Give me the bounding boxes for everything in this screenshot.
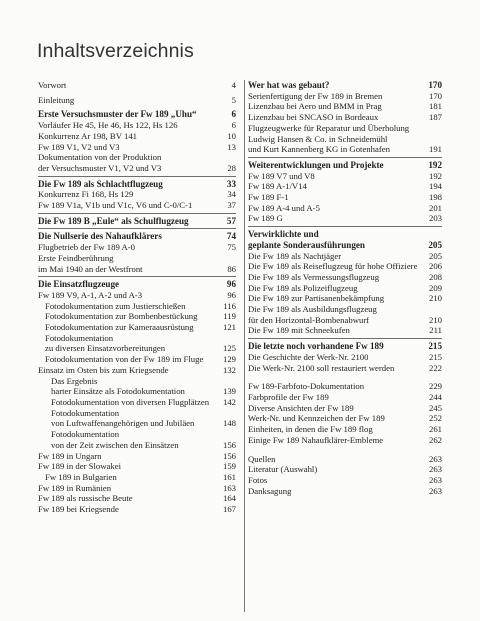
toc-entry[interactable] xyxy=(248,181,442,192)
spacer xyxy=(248,446,442,454)
toc-entry-title: Dokumentation von der Produktion xyxy=(38,152,162,163)
toc-page-number: 34 xyxy=(227,189,236,200)
toc-entry-title: Erste Versuchsmuster der Fw 189 „Uhu“ xyxy=(38,109,197,120)
toc-page-number: 210 xyxy=(428,314,442,325)
toc-page-number: 6 xyxy=(231,109,236,120)
toc-page-number: 164 xyxy=(222,493,236,504)
toc-page-number: 205 xyxy=(428,239,442,250)
toc-entry-title: Fw 189 V9, A-1, A-2 und A-3 xyxy=(38,289,143,300)
toc-entry-title: Vorläufer He 45, He 46, Hs 122, Hs 126 xyxy=(38,120,178,131)
toc-page-number: 229 xyxy=(428,381,442,392)
toc-entry-title: von Luftwaffenangehörigen und Jubiläen xyxy=(51,418,195,429)
toc-page-number: 28 xyxy=(227,162,236,173)
toc-page-number: 244 xyxy=(428,391,442,402)
toc-entry-title: im Mai 1940 an der Westfront xyxy=(38,263,143,274)
toc-page-number: 187 xyxy=(428,112,442,123)
toc-page-number: 4 xyxy=(231,80,236,90)
toc-heading[interactable] xyxy=(248,160,442,171)
toc-entry[interactable] xyxy=(248,315,442,326)
toc-entry[interactable] xyxy=(38,131,236,142)
toc-heading[interactable] xyxy=(38,279,236,290)
toc-page-number: 75 xyxy=(227,242,236,253)
toc-page-number: 263 xyxy=(428,453,442,464)
toc-page-number: 209 xyxy=(428,282,442,293)
toc-entry[interactable] xyxy=(248,101,442,112)
toc-entry[interactable] xyxy=(248,464,442,475)
toc-entry-title: Danksagung xyxy=(248,485,292,496)
toc-page-number: 170 xyxy=(428,80,442,90)
toc-entry[interactable] xyxy=(248,435,442,446)
toc-entry-title: Fw 189 F-1 xyxy=(248,192,289,203)
toc-entry-title: Die Fw 189 B „Eule“ als Schulflugzeug xyxy=(38,215,189,226)
toc-entry[interactable] xyxy=(38,95,236,106)
toc-entry[interactable] xyxy=(248,363,442,374)
toc-entry-title: Werk-Nr. und Kennzeichen der Fw 189 xyxy=(248,413,385,424)
toc-entry-title: Fotodokumentation zum Justierschießen xyxy=(45,300,186,311)
toc-entry[interactable] xyxy=(38,311,236,322)
toc-entry[interactable] xyxy=(248,261,442,272)
toc-entry[interactable] xyxy=(38,418,236,429)
toc-entry-title: Fotodokumentation von der Fw 189 im Fluge xyxy=(45,354,204,365)
toc-entry[interactable] xyxy=(38,472,236,483)
toc-page-number: 194 xyxy=(428,181,442,192)
toc-entry-title: Die Fw 189 mit Schneekufen xyxy=(248,325,350,336)
toc-page-number: 119 xyxy=(223,311,236,322)
toc-entry[interactable] xyxy=(38,493,236,504)
toc-page-number: 252 xyxy=(428,413,442,424)
toc-page-number: 159 xyxy=(222,461,236,472)
toc-entry-title: geplante Sonderausführungen xyxy=(248,239,365,250)
toc-entry-title: harter Einsätze als Fotodokumentation xyxy=(51,386,185,397)
column-divider xyxy=(244,80,245,612)
toc-page-number: 96 xyxy=(226,279,236,290)
toc-entry-title: Fw 189-Farbfoto-Dokumentation xyxy=(248,381,365,392)
toc-page-number: 262 xyxy=(428,434,442,445)
toc-entry[interactable] xyxy=(248,123,442,134)
toc-entry-title: Quellen xyxy=(248,453,276,464)
toc-entry[interactable] xyxy=(248,272,442,283)
toc-entry-title: Wer hat was gebaut? xyxy=(248,80,330,90)
toc-entry[interactable] xyxy=(248,112,442,123)
toc-entry-title: Einheiten, in denen die Fw 189 flog xyxy=(248,424,373,435)
toc-page-number: 203 xyxy=(428,213,442,224)
toc-page-number: 205 xyxy=(428,250,442,261)
section-rule xyxy=(248,338,442,339)
toc-page-number: 33 xyxy=(226,178,236,189)
page-title: Inhaltsverzeichnis xyxy=(37,40,194,62)
toc-page-number: 139 xyxy=(222,386,236,397)
toc-entry-title: Die Nullserie des Nahaufklärers xyxy=(38,231,162,242)
toc-entry-title: Flugbetrieb der Fw 189 A-0 xyxy=(38,242,135,253)
toc-page-number: 156 xyxy=(222,450,236,461)
toc-page-number: 208 xyxy=(428,271,442,282)
toc-entry-title: Weiterentwicklungen und Projekte xyxy=(248,159,384,170)
toc-entry-title: Fw 189 V7 und V8 xyxy=(248,170,315,181)
toc-entry-title: Einleitung xyxy=(38,94,75,105)
toc-page-number: 210 xyxy=(428,293,442,304)
section-rule xyxy=(38,276,236,277)
toc-entry-title: Fw 189 G xyxy=(248,213,283,224)
toc-page-number: 125 xyxy=(222,343,236,354)
toc-page-number: 181 xyxy=(428,101,442,112)
toc-entry-title: Fw 189 in Bulgarien xyxy=(45,471,117,482)
toc-entry[interactable] xyxy=(248,283,442,294)
toc-entry-title: Die Fw 189 als Schlachtflugzeug xyxy=(38,178,163,189)
toc-entry-title: Die Geschichte der Werk-Nr. 2100 xyxy=(248,351,369,362)
toc-page-number: 129 xyxy=(222,354,236,365)
toc-entry[interactable] xyxy=(248,486,442,497)
toc-entry[interactable] xyxy=(38,365,236,376)
toc-entry[interactable] xyxy=(248,381,442,392)
toc-entry-title: Die Fw 189 als Polizeiflugzeug xyxy=(248,282,358,293)
toc-entry[interactable] xyxy=(38,120,236,131)
toc-entry-title: Konkurrenz Fi 168, Hs 129 xyxy=(38,189,134,200)
toc-page-number: 245 xyxy=(428,402,442,413)
toc-page-number: 156 xyxy=(222,439,236,450)
toc-entry[interactable] xyxy=(38,440,236,451)
toc-entry-title: Fw 189 in der Slowakei xyxy=(38,461,122,472)
toc-page-number: 74 xyxy=(226,231,236,242)
toc-page-number: 215 xyxy=(428,341,442,352)
toc-entry[interactable] xyxy=(248,475,442,486)
toc-page-number: 142 xyxy=(222,396,236,407)
toc-entry-title: Fotodokumentation von diversen Flugplätzen xyxy=(51,396,210,407)
toc-entry[interactable] xyxy=(248,413,442,424)
toc-entry[interactable] xyxy=(38,290,236,301)
toc-page-number: 6 xyxy=(231,120,236,131)
toc-page-number: 132 xyxy=(222,364,236,375)
toc-page-number: 211 xyxy=(429,325,442,336)
toc-entry[interactable] xyxy=(248,392,442,403)
toc-entry[interactable] xyxy=(38,322,236,333)
toc-entry-title: Flugzeugwerke für Reparatur und Überholung xyxy=(248,122,410,133)
toc-entry-title: der Versuchsmuster V1, V2 und V3 xyxy=(38,162,162,173)
toc-entry[interactable] xyxy=(248,454,442,465)
section-rule xyxy=(248,157,442,158)
toc-entry-title: Die Fw 189 zur Partisanenbekämpfung xyxy=(248,293,385,304)
toc-entry-title: Erste Feindberührung xyxy=(38,252,114,263)
toc-entry-title: Die letzte noch vorhandene Fw 189 xyxy=(248,341,384,352)
toc-page-number: 192 xyxy=(428,170,442,181)
toc-entry[interactable] xyxy=(248,91,442,102)
toc-entry[interactable] xyxy=(38,152,236,163)
toc-page-number: 121 xyxy=(222,322,236,333)
toc-entry[interactable] xyxy=(38,504,236,515)
toc-page-number: 261 xyxy=(428,424,442,435)
section-rule xyxy=(38,228,236,229)
toc-entry-title: Fw 189 V1a, V1b und V1c, V6 und C-0/C-1 xyxy=(38,200,193,211)
toc-entry[interactable] xyxy=(248,213,442,224)
toc-entry-title: Diverse Ansichten der Fw 189 xyxy=(248,402,354,413)
toc-page-number: 222 xyxy=(428,362,442,373)
toc-entry-title: Fotodokumentation xyxy=(51,429,120,440)
toc-entry[interactable] xyxy=(38,343,236,354)
section-rule xyxy=(248,226,442,227)
toc-page-number: 13 xyxy=(227,141,236,152)
toc-entry-title: für den Horizontal-Bombenabwurf xyxy=(248,314,370,325)
toc-entry-title: Lizenzbau bei Aero und BMM in Prag xyxy=(248,101,382,112)
toc-entry-title: Fotodokumentation xyxy=(51,407,120,418)
toc-left-column xyxy=(38,80,236,515)
toc-page-number: 5 xyxy=(231,94,236,105)
toc-entry-title: Die Fw 189 als Ausbildungsflugzeug xyxy=(248,304,377,315)
toc-page-number: 263 xyxy=(428,485,442,496)
toc-heading[interactable] xyxy=(248,229,442,240)
toc-entry[interactable] xyxy=(38,189,236,200)
toc-entry-title: Die Fw 189 als Vermessungsflugzeug xyxy=(248,271,380,282)
toc-entry[interactable] xyxy=(248,171,442,182)
toc-entry-title: und Kurt Kannenberg KG in Gotenhafen xyxy=(248,144,390,155)
toc-entry[interactable] xyxy=(38,333,236,344)
toc-entry[interactable] xyxy=(38,451,236,462)
toc-entry[interactable] xyxy=(38,142,236,153)
toc-entry-title: Die Einsatzflugzeuge xyxy=(38,279,120,290)
section-rule xyxy=(38,213,236,214)
toc-entry[interactable] xyxy=(248,134,442,145)
toc-entry[interactable] xyxy=(38,80,236,91)
toc-entry-title: Das Ergebnis xyxy=(51,375,98,386)
toc-entry[interactable] xyxy=(248,293,442,304)
toc-entry-title: Fw 189 in Ungarn xyxy=(38,450,102,461)
toc-heading[interactable] xyxy=(248,240,442,251)
toc-entry-title: von der Zeit zwischen den Einsätzen xyxy=(51,439,179,450)
toc-entry[interactable] xyxy=(248,325,442,336)
toc-page-number: 263 xyxy=(428,474,442,485)
toc-entry-title: Literatur (Auswahl) xyxy=(248,464,318,475)
toc-entry-title: Fw 189 in Rumänien xyxy=(38,482,112,493)
toc-entry-title: Fw 189 A-4 und A-5 xyxy=(248,202,320,213)
toc-entry[interactable] xyxy=(38,408,236,419)
toc-heading[interactable] xyxy=(38,109,236,120)
toc-right-column xyxy=(248,80,442,496)
toc-page-number: 96 xyxy=(227,289,236,300)
toc-page-number: 167 xyxy=(222,504,236,515)
toc-entry-title: Einige Fw 189 Nahaufklärer-Embleme xyxy=(248,434,384,445)
toc-page-number: 191 xyxy=(428,144,442,155)
section-rule xyxy=(38,176,236,177)
toc-entry[interactable] xyxy=(248,203,442,214)
toc-page-number: 201 xyxy=(428,202,442,213)
spacer xyxy=(248,373,442,381)
toc-entry-title: Fw 189 V1, V2 und V3 xyxy=(38,141,120,152)
toc-heading[interactable] xyxy=(248,341,442,352)
toc-page-number: 170 xyxy=(428,90,442,101)
toc-page-number: 263 xyxy=(428,464,442,475)
toc-entry[interactable] xyxy=(38,461,236,472)
toc-entry[interactable] xyxy=(38,264,236,275)
toc-entry-title: Einsatz im Osten bis zum Kriegsende xyxy=(38,364,169,375)
toc-entry[interactable] xyxy=(38,354,236,365)
toc-page-number: 206 xyxy=(428,261,442,272)
toc-page-number: 163 xyxy=(222,482,236,493)
toc-entry[interactable] xyxy=(38,253,236,264)
toc-heading[interactable] xyxy=(38,231,236,242)
toc-entry[interactable] xyxy=(248,424,442,435)
toc-entry-title: Vorwort xyxy=(38,80,67,90)
toc-entry-title: Fotodokumentation zur Kameraausrüstung xyxy=(45,322,194,333)
toc-entry-title: Lizenzbau bei SNCASO in Bordeaux xyxy=(248,112,379,123)
toc-entry[interactable] xyxy=(248,304,442,315)
toc-entry-title: Die Fw 189 als Nachtjäger xyxy=(248,250,342,261)
toc-entry[interactable] xyxy=(248,251,442,262)
toc-page-number: 57 xyxy=(226,215,236,226)
toc-heading[interactable] xyxy=(38,179,236,190)
toc-entry-title: Fw 189 A-1/V14 xyxy=(248,181,307,192)
toc-page-number: 37 xyxy=(227,200,236,211)
toc-entry-title: Fotodokumentation xyxy=(45,332,114,343)
toc-entry[interactable] xyxy=(38,429,236,440)
toc-entry[interactable] xyxy=(38,163,236,174)
toc-page-number: 148 xyxy=(222,418,236,429)
toc-page-number: 86 xyxy=(227,263,236,274)
toc-entry-title: Farbprofile der Fw 189 xyxy=(248,391,329,402)
toc-entry[interactable] xyxy=(38,483,236,494)
toc-entry[interactable] xyxy=(248,144,442,155)
toc-entry[interactable] xyxy=(248,403,442,414)
toc-entry[interactable] xyxy=(38,397,236,408)
toc-entry[interactable] xyxy=(38,376,236,387)
toc-page-number: 10 xyxy=(227,130,236,141)
toc-entry-title: Verwirklichte und xyxy=(248,229,319,240)
toc-page-number: 161 xyxy=(222,471,236,482)
toc-entry-title: Serienfertigung der Fw 189 in Bremen xyxy=(248,90,383,101)
toc-entry-title: Fotodokumentation zur Bombenbestückung xyxy=(45,311,198,322)
toc-page-number: 192 xyxy=(428,159,442,170)
toc-page-number: 215 xyxy=(428,351,442,362)
toc-entry-title: Die Fw 189 als Reiseflugzeug für hohe Offiziere xyxy=(248,261,418,272)
toc-entry[interactable] xyxy=(248,192,442,203)
toc-entry-title: Ludwig Hansen & Co. in Schneidemühl xyxy=(248,133,388,144)
toc-entry-title: zu diversen Einsatzvorbereitungen xyxy=(45,343,166,354)
toc-page-number: 116 xyxy=(223,300,236,311)
toc-page-number: 198 xyxy=(428,192,442,203)
toc-entry[interactable] xyxy=(248,352,442,363)
toc-heading[interactable] xyxy=(248,80,442,91)
toc-heading[interactable] xyxy=(38,216,236,227)
toc-entry-title: Die Werk-Nr. 2100 soll restauriert werden xyxy=(248,362,395,373)
toc-entry-title: Fw 189 als russische Beute xyxy=(38,493,133,504)
toc-entry-title: Fotos xyxy=(248,474,268,485)
toc-entry-title: Fw 189 bei Kriegsende xyxy=(38,504,119,515)
toc-entry-title: Konkurrenz Ar 198, BV 141 xyxy=(38,130,138,141)
toc-entry[interactable] xyxy=(38,242,236,253)
toc-entry[interactable] xyxy=(38,386,236,397)
toc-entry[interactable] xyxy=(38,200,236,211)
toc-entry[interactable] xyxy=(38,301,236,312)
